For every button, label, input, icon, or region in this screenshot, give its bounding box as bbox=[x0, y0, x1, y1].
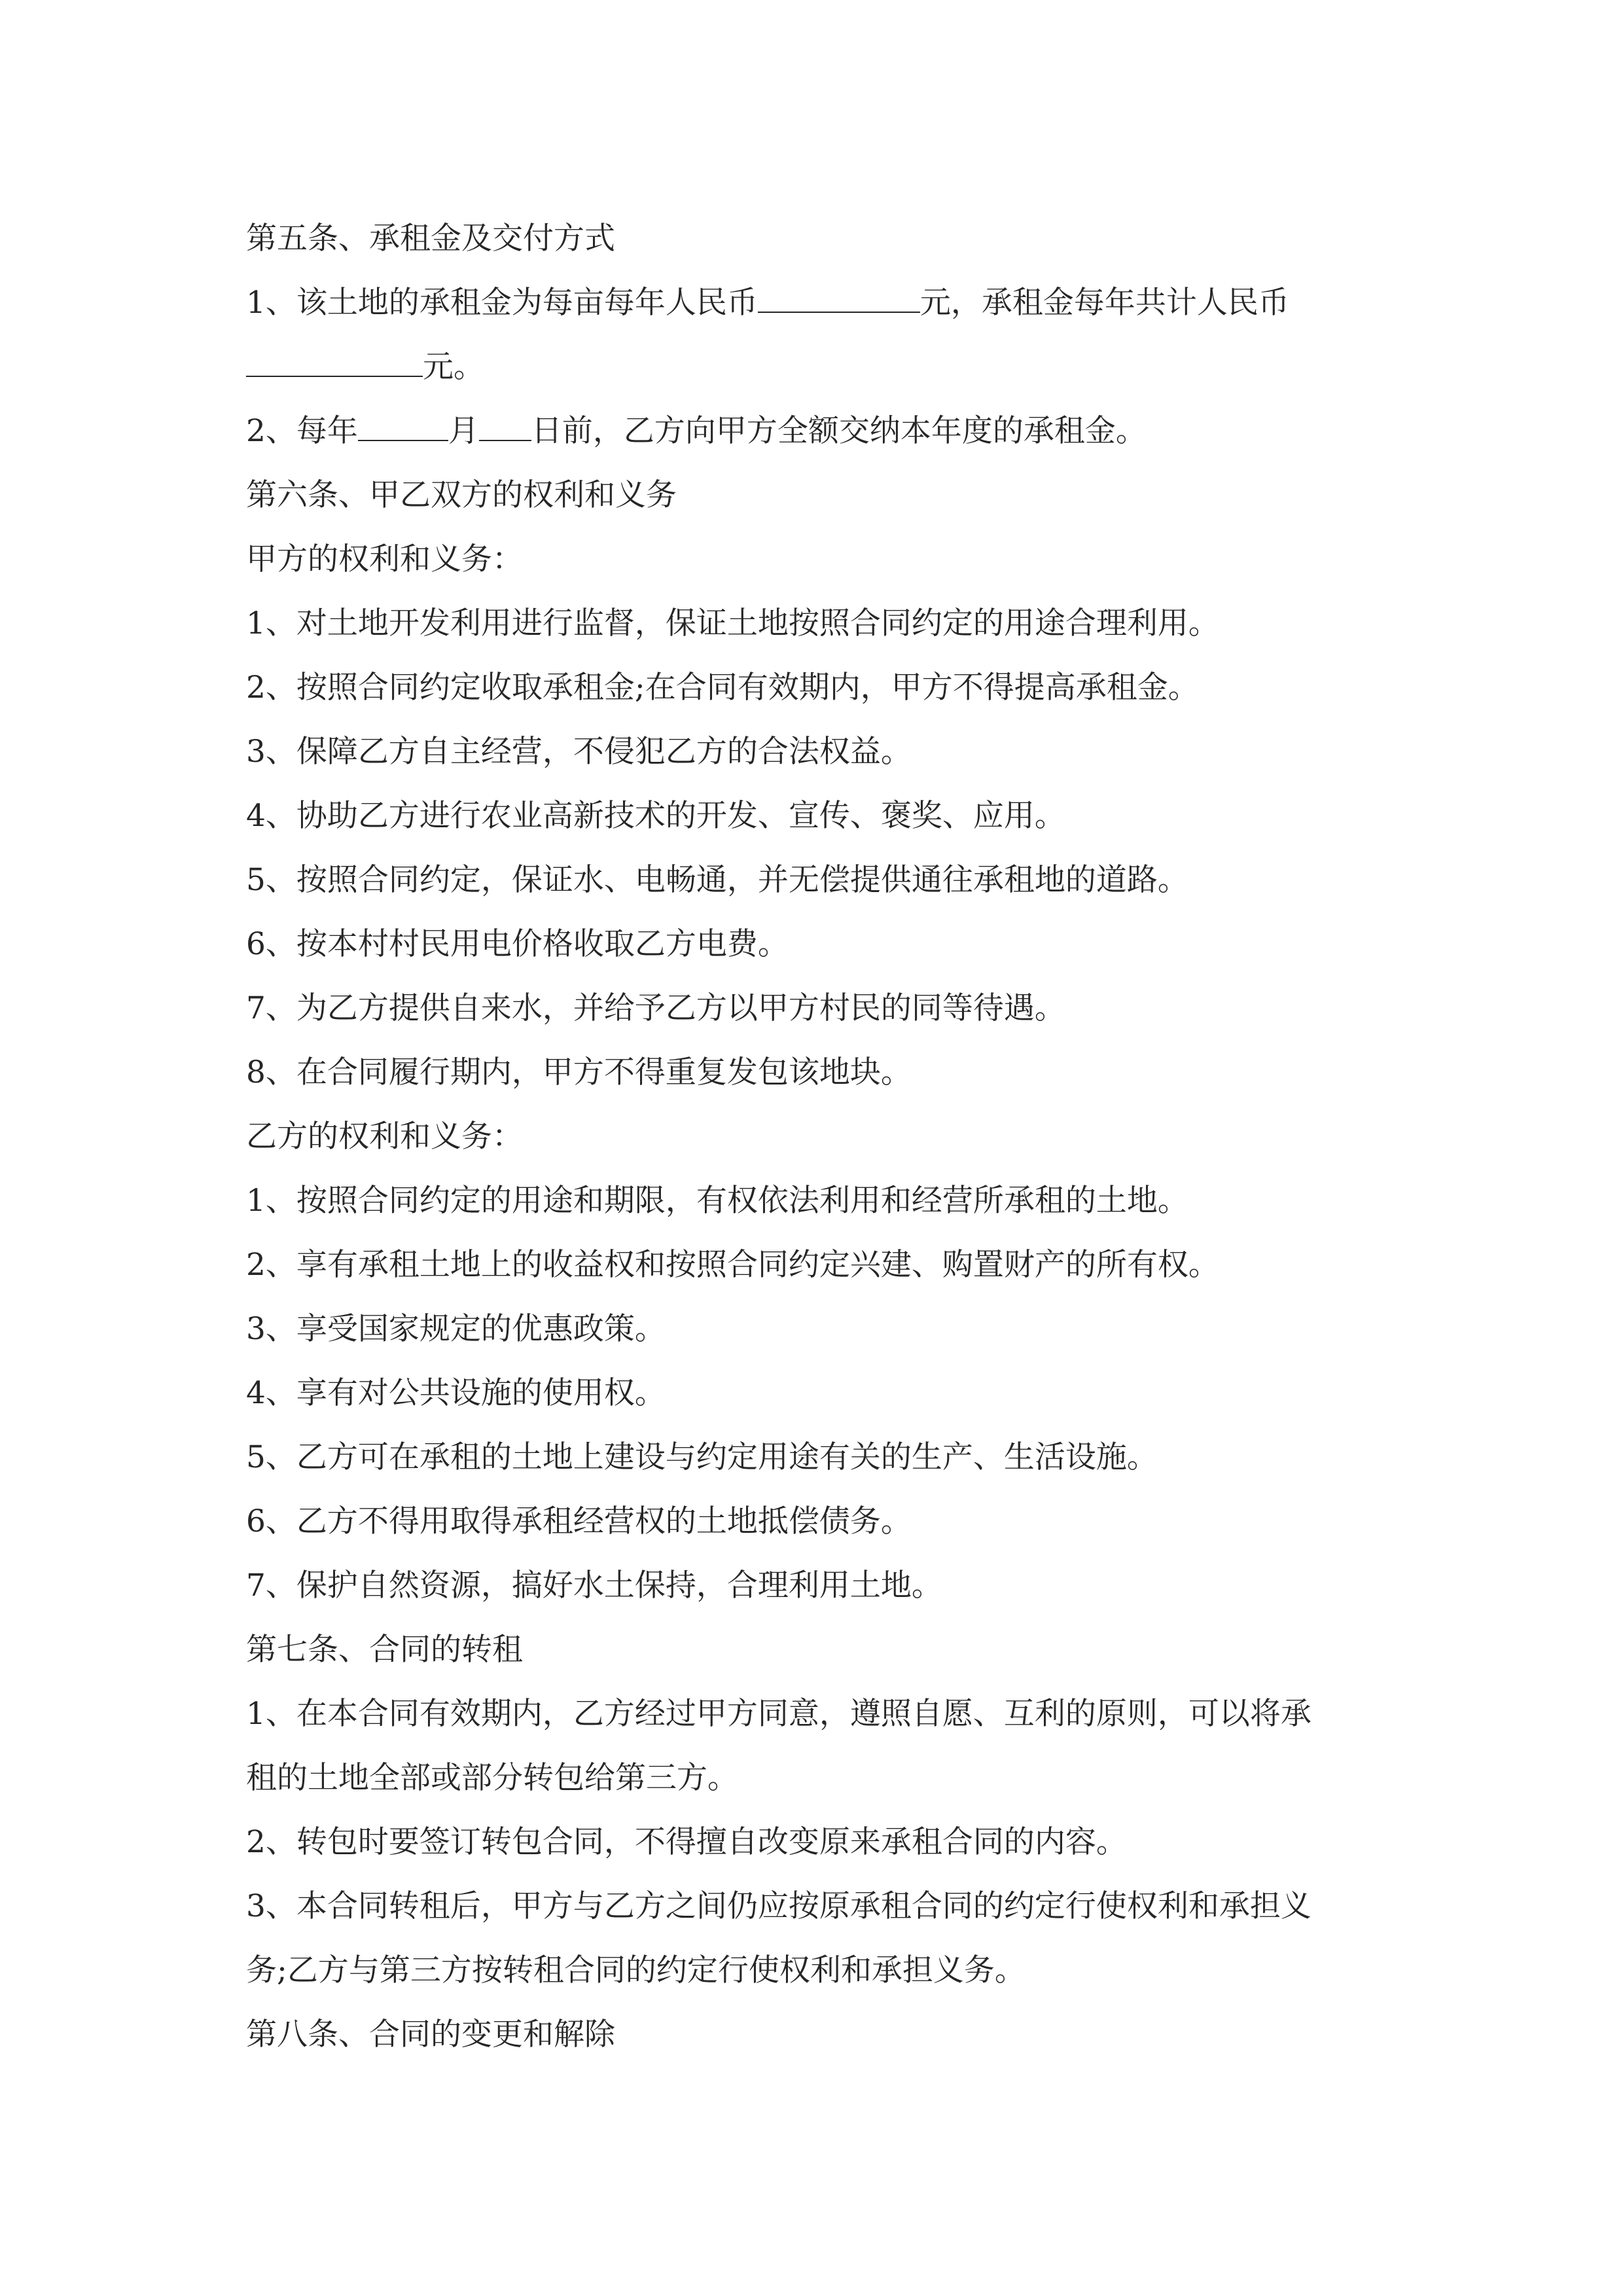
section-heading: 第七条、合同的转租 bbox=[246, 1632, 523, 1668]
clause-line: 3、享受国家规定的优惠政策。 bbox=[246, 1311, 666, 1347]
subsection-heading: 甲方的权利和义务： bbox=[246, 541, 523, 577]
clause-line: 3、本合同转租后，甲方与乙方之间仍应按原承租合同的约定行使权利和承担义 bbox=[246, 1888, 1311, 1924]
text-run: 日前，乙方向甲方全额交纳本年度的承租金。 bbox=[531, 413, 1147, 449]
rent-clause-1-cont bbox=[246, 335, 1385, 399]
clause-line: 6、按本村村民用电价格收取乙方电费。 bbox=[246, 926, 789, 962]
clause-line: 5、按照合同约定，保证水、电畅通，并无偿提供通往承租地的道路。 bbox=[246, 862, 1188, 898]
text-run: 1、该土地的承租金为每亩每年人民币 bbox=[246, 285, 758, 321]
clause-line: 5、乙方可在承租的土地上建设与约定用途有关的生产、生活设施。 bbox=[246, 1439, 1158, 1475]
section-heading: 第八条、合同的变更和解除 bbox=[246, 2017, 615, 2053]
clause-line: 4、享有对公共设施的使用权。 bbox=[246, 1375, 666, 1411]
section-heading: 第六条、甲乙双方的权利和义务 bbox=[246, 477, 677, 513]
clause-line: 6、乙方不得用取得承租经营权的土地抵偿债务。 bbox=[246, 1503, 912, 1539]
text-run: 月 bbox=[448, 413, 479, 449]
clause-line: 7、保护自然资源，搞好水土保持，合理利用土地。 bbox=[246, 1568, 942, 1604]
subsection-heading: 乙方的权利和义务： bbox=[246, 1119, 523, 1155]
rent-clause-2 bbox=[246, 399, 1385, 463]
clause-line: 2、享有承租土地上的收益权和按照合同约定兴建、购置财产的所有权。 bbox=[246, 1247, 1219, 1283]
clause-line: 7、为乙方提供自来水，并给予乙方以甲方村民的同等待遇。 bbox=[246, 990, 1065, 1026]
fill-in-blank bbox=[479, 402, 531, 441]
section-heading: 第五条、承租金及交付方式 bbox=[246, 221, 615, 257]
clause-line: 1、按照合同约定的用途和期限，有权依法利用和经营所承租的土地。 bbox=[246, 1183, 1188, 1219]
clause-line: 8、在合同履行期内，甲方不得重复发包该地块。 bbox=[246, 1054, 912, 1090]
fill-in-blank bbox=[358, 402, 448, 441]
fill-in-blank bbox=[758, 274, 920, 313]
rent-clause-1 bbox=[246, 271, 1385, 335]
clause-line: 务;乙方与第三方按转租合同的约定行使权利和承担义务。 bbox=[246, 1952, 1026, 1988]
clause-line: 1、在本合同有效期内，乙方经过甲方同意，遵照自愿、互利的原则，可以将承 bbox=[246, 1696, 1311, 1732]
clause-line: 4、协助乙方进行农业高新技术的开发、宣传、褒奖、应用。 bbox=[246, 798, 1065, 834]
text-run: 元。 bbox=[423, 349, 484, 385]
clause-line: 1、对土地开发利用进行监督，保证土地按照合同约定的用途合理利用。 bbox=[246, 605, 1219, 641]
text-run: 元，承租金每年共计人民币 bbox=[919, 285, 1289, 321]
clause-line: 2、按照合同约定收取承租金;在合同有效期内，甲方不得提高承租金。 bbox=[246, 670, 1199, 706]
text-run: 2、每年 bbox=[246, 413, 358, 449]
document-body bbox=[246, 207, 1385, 2067]
clause-line: 租的土地全部或部分转包给第三方。 bbox=[246, 1760, 738, 1796]
fill-in-blank bbox=[246, 338, 423, 377]
clause-line: 2、转包时要签订转包合同，不得擅自改变原来承租合同的内容。 bbox=[246, 1824, 1127, 1860]
clause-line: 3、保障乙方自主经营，不侵犯乙方的合法权益。 bbox=[246, 734, 912, 770]
